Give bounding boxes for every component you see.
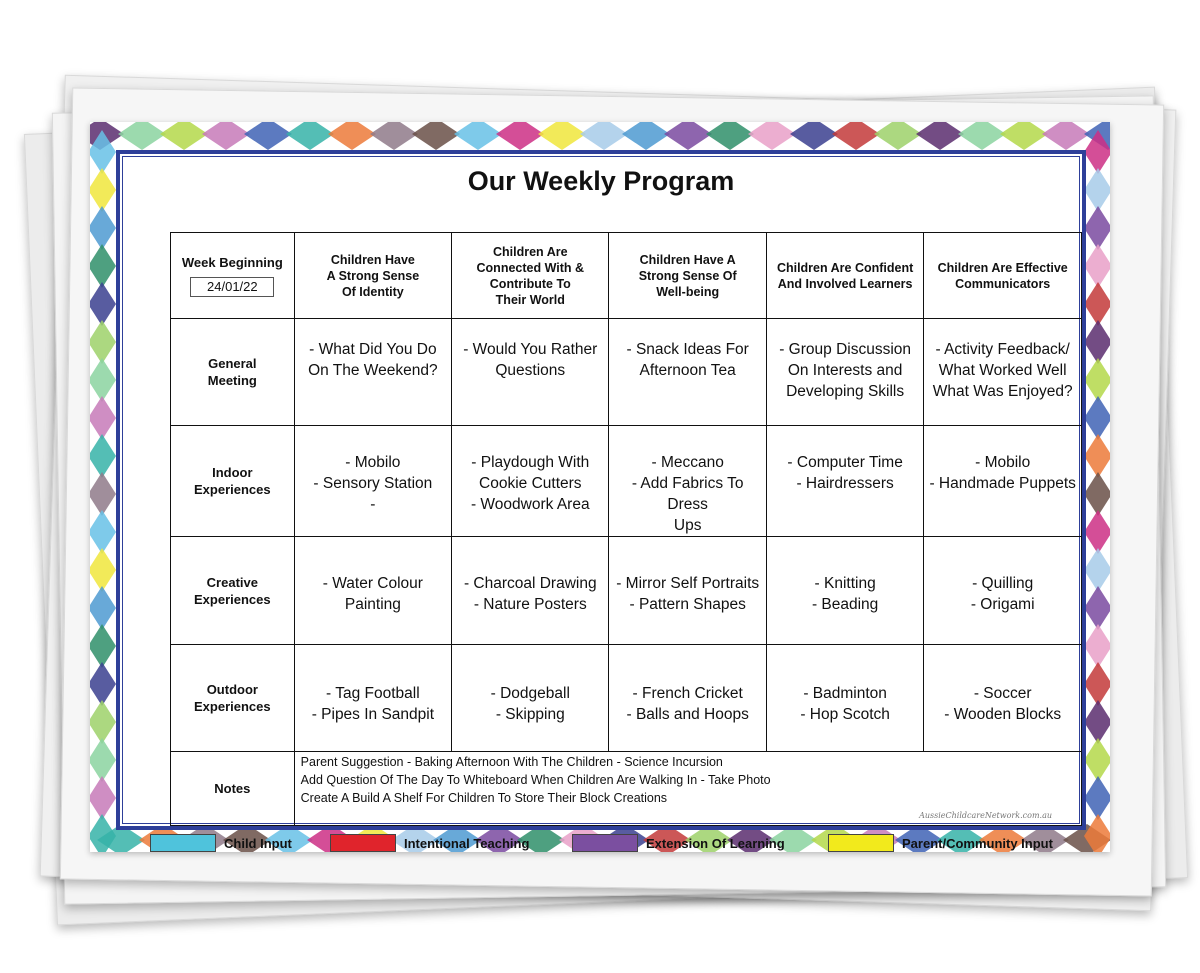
- border-diamond: [1084, 662, 1110, 706]
- column-header: [766, 233, 924, 319]
- activity-cell: [766, 537, 924, 645]
- border-diamond: [90, 548, 116, 592]
- text-line: Painting: [344, 596, 401, 613]
- border-diamond: [286, 122, 334, 150]
- activity-cell: [294, 319, 451, 426]
- border-diamond: [496, 122, 544, 150]
- border-diamond: [1084, 776, 1110, 820]
- text-line: Developing Skills: [786, 383, 905, 400]
- text-line: Communicators: [955, 276, 1051, 291]
- credit-watermark: AussieChildcareNetwork.com.au: [919, 811, 1052, 820]
- row-label: [171, 426, 295, 537]
- activity-cell: [924, 537, 1082, 645]
- border-diamond: [1084, 206, 1110, 250]
- legend: [150, 834, 1060, 852]
- activity-cell: [609, 537, 766, 645]
- border-diamond: [90, 510, 116, 554]
- text-line: - Add Fabrics To Dress: [631, 475, 744, 513]
- border-diamond: [90, 168, 116, 212]
- text-line: - Wooden Blocks: [944, 706, 1062, 723]
- border-diamond: [90, 472, 116, 516]
- column-header: [609, 233, 766, 319]
- text-line: Children Are Effective: [937, 260, 1068, 275]
- text-line: Experiences: [194, 591, 271, 607]
- week-beginning-cell: [171, 233, 295, 319]
- activity-cell: [452, 426, 609, 537]
- text-line: On Interests and: [787, 362, 903, 379]
- border-diamond: [412, 122, 460, 150]
- text-line: - Would You Rather: [463, 341, 598, 358]
- text-line: Questions: [495, 362, 566, 379]
- text-line: - Nature Posters: [473, 596, 587, 613]
- border-diamond: [90, 206, 116, 250]
- legend-label: Parent/Community Input: [902, 835, 1053, 851]
- activity-cell: [609, 426, 766, 537]
- page-title: Our Weekly Program: [467, 166, 735, 196]
- text-line: What Was Enjoyed?: [932, 383, 1073, 400]
- text-line: - Beading: [811, 596, 879, 613]
- notes-line: Add Question Of The Day To Whiteboard When Children Are Walking In - Take Photo: [300, 773, 771, 787]
- weekly-program-sheet: [90, 122, 1110, 852]
- week-beginning-label: Week Beginning: [181, 255, 283, 270]
- border-diamond: [90, 738, 116, 782]
- text-line: - Quilling: [972, 575, 1034, 592]
- activity-cell: [766, 319, 924, 426]
- text-line: Children Have: [330, 252, 415, 267]
- legend-label: Extension Of Learning: [646, 835, 785, 851]
- text-line: - Group Discussion: [779, 341, 912, 358]
- border-diamond: [706, 122, 754, 150]
- column-header: [924, 233, 1082, 319]
- border-diamond: [90, 320, 116, 364]
- text-line: Contribute To: [489, 276, 571, 291]
- activity-cell: [452, 319, 609, 426]
- legend-item: [330, 834, 529, 852]
- text-line: - Tag Football: [326, 685, 420, 702]
- border-diamond: [790, 122, 838, 150]
- activity-cell: [609, 319, 766, 426]
- border-diamond: [90, 624, 116, 668]
- border-diamond: [832, 122, 880, 150]
- text-line: - Mirror Self Portraits: [616, 575, 760, 592]
- border-diamond: [1084, 320, 1110, 364]
- activity-cell: [294, 426, 451, 537]
- border-diamond: [1084, 168, 1110, 212]
- border-diamond: [90, 586, 116, 630]
- text-line: Experiences: [194, 482, 271, 497]
- notes-line: Create A Build A Shelf For Children To Store Their Block Creations: [300, 791, 668, 805]
- border-diamond: [622, 122, 670, 150]
- legend-item: [828, 834, 1053, 852]
- border-diamond: [748, 122, 796, 150]
- activity-cell: [924, 426, 1082, 537]
- border-diamond: [90, 700, 116, 744]
- legend-item: [150, 834, 292, 852]
- column-header: [452, 233, 609, 319]
- text-line: - Water Colour: [322, 575, 423, 592]
- border-diamond: [580, 122, 628, 150]
- text-line: - Hop Scotch: [800, 706, 890, 723]
- text-line: On The Weekend?: [308, 362, 438, 379]
- activity-cell: [294, 537, 451, 645]
- text-line: Experiences: [194, 699, 271, 714]
- border-diamond: [90, 434, 116, 478]
- row-label: [171, 645, 295, 752]
- text-line: Well-being: [656, 284, 720, 299]
- border-diamond: [958, 122, 1006, 150]
- text-line: - Computer Time: [787, 454, 903, 471]
- text-line: - What Did You Do: [309, 341, 437, 358]
- border-diamond: [1084, 282, 1110, 326]
- text-line: - Sensory Station: [313, 475, 433, 492]
- activity-cell: [924, 319, 1082, 426]
- text-line: Children Have A: [639, 252, 736, 267]
- border-diamond: [454, 122, 502, 150]
- header-row: [171, 233, 1082, 319]
- text-line: Outdoor: [206, 682, 258, 697]
- text-line: - Woodwork Area: [470, 496, 590, 513]
- border-diamond: [1084, 510, 1110, 554]
- text-line: Children Are Confident: [776, 260, 914, 275]
- border-diamond: [90, 282, 116, 326]
- border-diamond: [328, 122, 376, 150]
- text-line: A Strong Sense: [326, 268, 420, 283]
- border-diamond: [1084, 358, 1110, 402]
- week-beginning-date: 24/01/22: [190, 277, 274, 297]
- text-line: - Handmade Puppets: [929, 475, 1076, 492]
- text-line: - Soccer: [973, 685, 1032, 702]
- text-line: - Mobilo: [345, 454, 401, 471]
- legend-label: Child Input: [224, 835, 292, 851]
- border-diamond: [1084, 738, 1110, 782]
- border-diamond: [1084, 700, 1110, 744]
- text-line: - Knitting: [814, 575, 876, 592]
- border-diamond: [1084, 244, 1110, 288]
- column-header: [294, 233, 451, 319]
- text-line: - Badminton: [803, 685, 887, 702]
- border-diamond: [1084, 396, 1110, 440]
- text-line: - Meccano: [651, 454, 724, 471]
- text-line: - Hairdressers: [796, 475, 894, 492]
- border-diamond: [1042, 122, 1090, 150]
- activity-cell: [766, 645, 924, 752]
- border-diamond: [90, 396, 116, 440]
- border-diamond: [1000, 122, 1048, 150]
- border-diamond: [664, 122, 712, 150]
- activity-cell: [609, 645, 766, 752]
- text-line: Cookie Cutters: [479, 475, 582, 492]
- activity-cell: [452, 537, 609, 645]
- activity-cell: [452, 645, 609, 752]
- table-row: [171, 319, 1082, 426]
- text-line: - Pipes In Sandpit: [311, 706, 435, 723]
- border-diamond: [874, 122, 922, 150]
- text-line: - French Cricket: [632, 685, 743, 702]
- text-line: Ups: [673, 517, 702, 534]
- text-line: -: [370, 496, 376, 513]
- text-line: What Worked Well: [938, 362, 1067, 379]
- text-line: And Involved Learners: [777, 276, 913, 291]
- activity-cell: [766, 426, 924, 537]
- row-label: [171, 537, 295, 645]
- legend-item: [572, 834, 785, 852]
- text-line: Meeting: [207, 373, 257, 388]
- text-line: - Balls and Hoops: [626, 706, 749, 723]
- text-line: Creative: [206, 574, 258, 590]
- legend-swatch: [828, 834, 894, 852]
- notes-label: Notes: [171, 752, 295, 826]
- activity-cell: [294, 645, 451, 752]
- border-diamond: [118, 122, 166, 150]
- activity-cell: [924, 645, 1082, 752]
- border-diamond: [1084, 624, 1110, 668]
- border-diamond: [90, 776, 116, 820]
- border-diamond: [90, 662, 116, 706]
- program-frame: [116, 150, 1086, 851]
- border-diamond: [538, 122, 586, 150]
- notes-line: Parent Suggestion - Baking Afternoon With The Children - Science Incursion: [300, 755, 723, 769]
- legend-swatch: [572, 834, 638, 852]
- text-line: Of Identity: [341, 284, 404, 299]
- table-row: [171, 645, 1082, 752]
- text-line: - Snack Ideas For: [626, 341, 749, 358]
- text-line: - Mobilo: [975, 454, 1031, 471]
- table-row: [171, 537, 1082, 645]
- text-line: General: [208, 356, 257, 371]
- text-line: Children Are: [493, 244, 568, 259]
- border-diamond: [916, 122, 964, 150]
- text-line: - Origami: [970, 596, 1035, 613]
- text-line: - Activity Feedback/: [935, 341, 1070, 358]
- text-line: Indoor: [212, 465, 253, 480]
- table-row: [171, 426, 1082, 537]
- border-diamond: [1084, 586, 1110, 630]
- legend-label: Intentional Teaching: [404, 835, 530, 851]
- text-line: Strong Sense Of: [638, 268, 737, 283]
- border-diamond: [202, 122, 250, 150]
- legend-swatch: [330, 834, 396, 852]
- text-line: - Playdough With: [471, 454, 590, 471]
- border-diamond: [370, 122, 418, 150]
- row-label: [171, 319, 295, 426]
- border-diamond: [90, 358, 116, 402]
- text-line: - Skipping: [495, 706, 565, 723]
- text-line: - Charcoal Drawing: [463, 575, 597, 592]
- border-diamond: [160, 122, 208, 150]
- border-diamond: [1084, 548, 1110, 592]
- border-diamond: [244, 122, 292, 150]
- text-line: - Dodgeball: [490, 685, 570, 702]
- weekly-program-table: [170, 232, 1082, 826]
- border-diamond: [1084, 472, 1110, 516]
- text-line: Their World: [495, 292, 565, 307]
- border-diamond: [1084, 434, 1110, 478]
- text-line: Connected With &: [476, 260, 585, 275]
- text-line: Afternoon Tea: [639, 362, 736, 379]
- border-diamond: [90, 244, 116, 288]
- text-line: - Pattern Shapes: [629, 596, 746, 613]
- legend-swatch: [150, 834, 216, 852]
